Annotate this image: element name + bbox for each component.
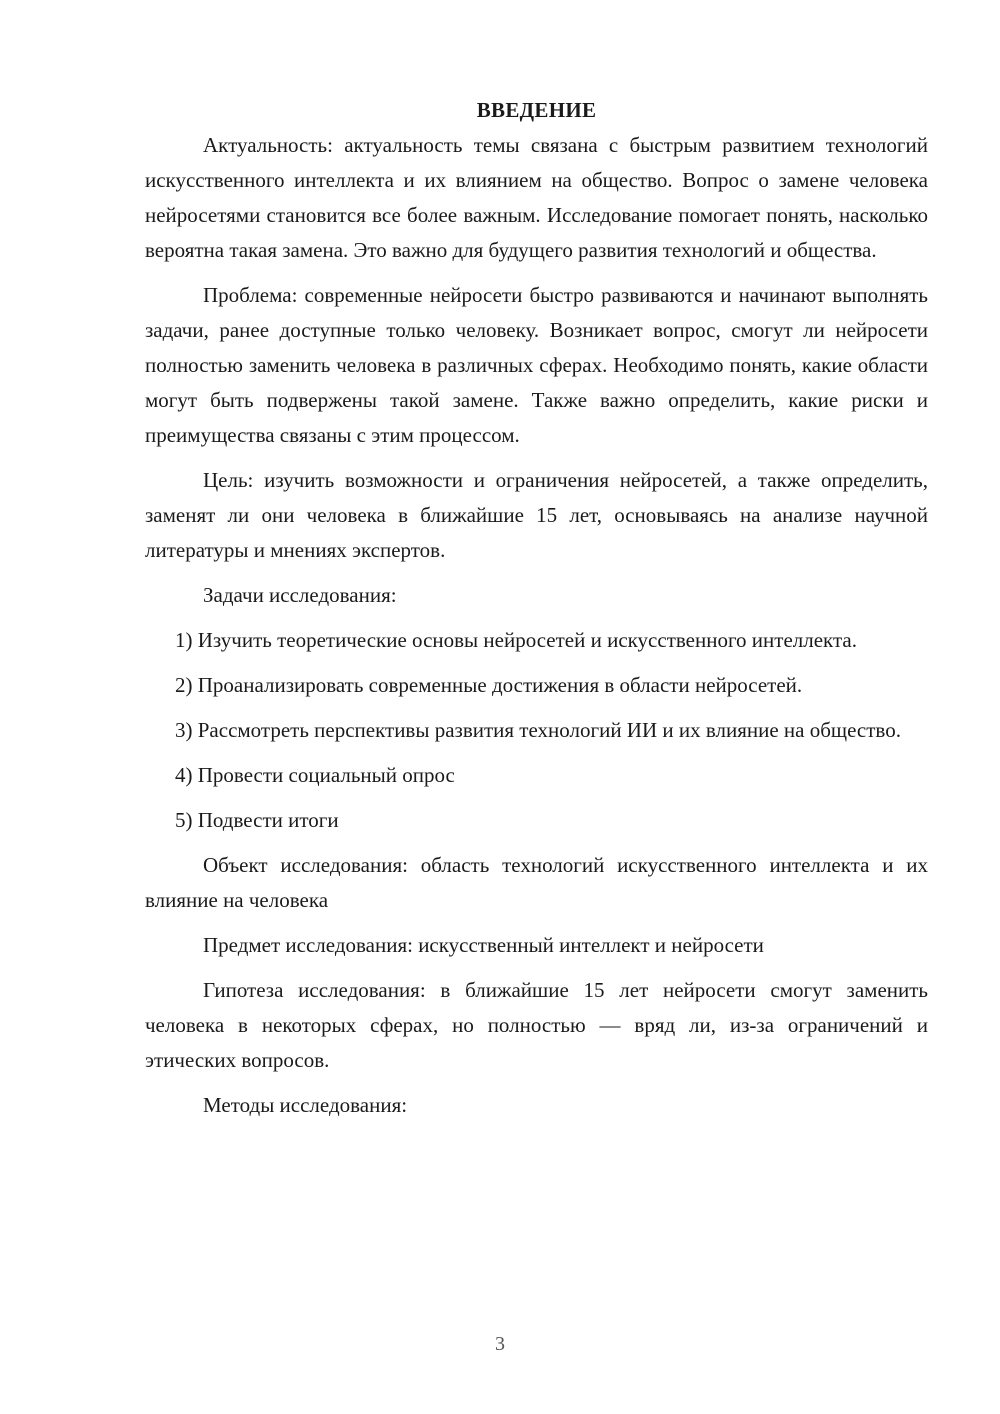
task-item-5: 5) Подвести итоги bbox=[175, 808, 339, 832]
hypothesis-paragraph: Гипотеза исследования: в ближайшие 15 лет нейросети смогут заменить человека в некоторых сферах, но полностью — вряд ли, из-за ограничений и этических вопросов. bbox=[145, 978, 928, 1072]
methods-title: Методы исследования: bbox=[203, 1093, 408, 1117]
task-item-2: 2) Проанализировать современные достижения в области нейросетей. bbox=[175, 673, 803, 697]
section-heading: ВВЕДЕНИЕ bbox=[476, 98, 597, 122]
task-item-1: 1) Изучить теоретические основы нейросетей и искусственного интеллекта. bbox=[175, 628, 857, 652]
problem-paragraph: Проблема: современные нейросети быстро развиваются и начинают выполнять задачи, ранее доступные только человеку. Возникает вопрос, смогут ли нейросети полностью заменить человека в различных сферах. Необходимо понять, какие области могут быть подвержены такой замене. Также важно определить, какие риски и преимущества связаны с этим процессом. bbox=[145, 283, 928, 447]
goal-paragraph: Цель: изучить возможности и ограничения нейросетей, а также определить, заменят ли они человека в ближайшие 15 лет, основываясь на анализе научной литературы и мнениях экспертов. bbox=[145, 468, 928, 562]
task-item-3: 3) Рассмотреть перспективы развития технологий ИИ и их влияние на общество. bbox=[175, 718, 901, 742]
task-item-4: 4) Провести социальный опрос bbox=[175, 763, 455, 787]
relevance-paragraph: Актуальность: актуальность темы связана с быстрым развитием технологий искусственного интеллекта и их влиянием на общество. Вопрос о замене человека нейросетями становится все более важным. Исследование помогает понять, насколько вероятна такая замена. Это важно для будущего развития технологий и общества. bbox=[145, 133, 928, 262]
page-number: 3 bbox=[495, 1333, 505, 1355]
subject-paragraph: Предмет исследования: искусственный интеллект и нейросети bbox=[203, 933, 764, 957]
document-page bbox=[145, 93, 928, 1133]
tasks-title: Задачи исследования: bbox=[203, 583, 397, 607]
object-paragraph: Объект исследования: область технологий искусственного интеллекта и их влияние на человека bbox=[145, 853, 928, 912]
